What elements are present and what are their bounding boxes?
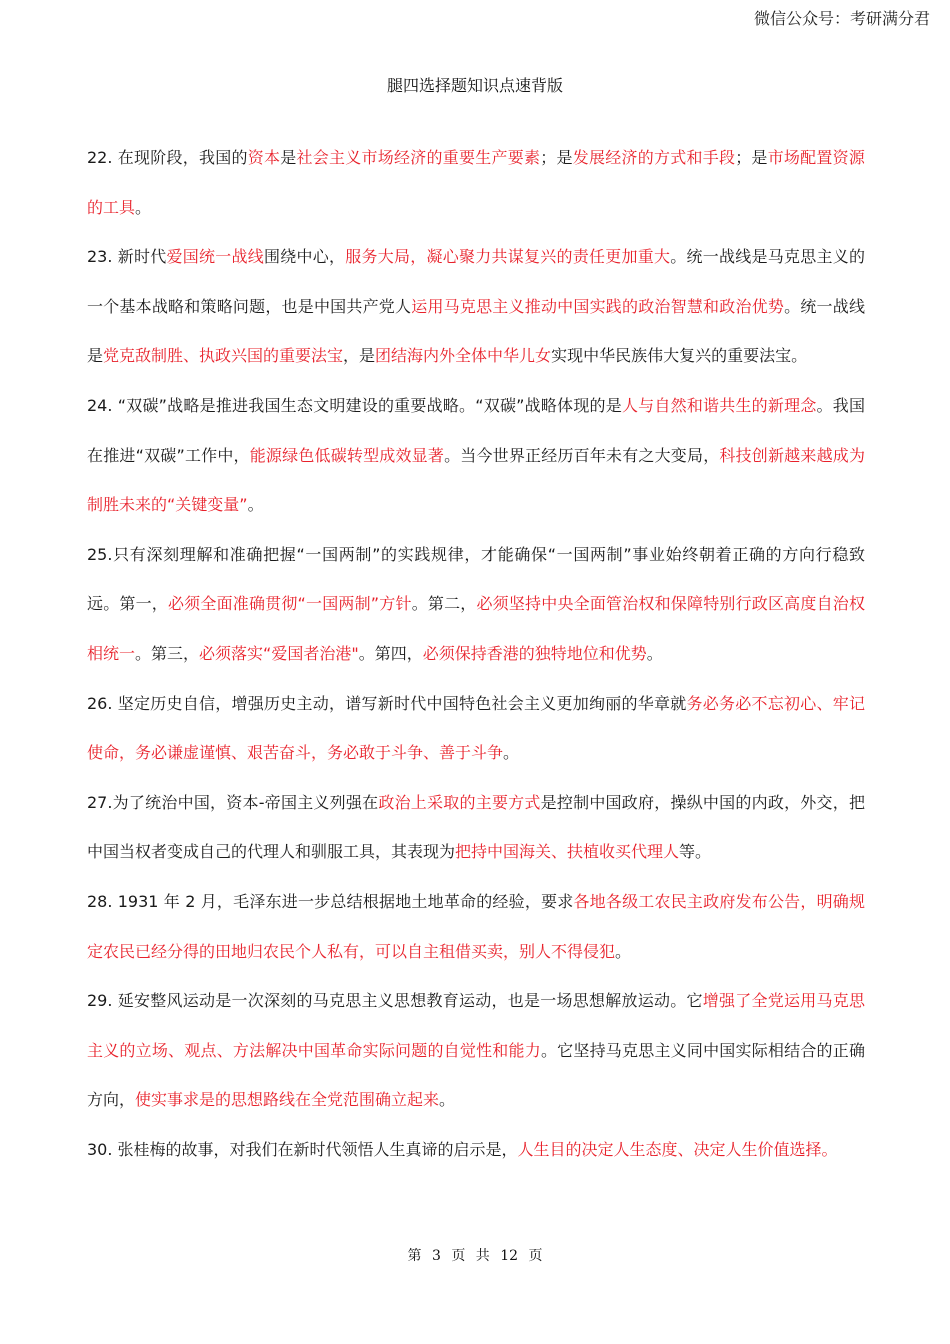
body-text: 26. 坚定历史自信，增强历史主动，谱写新时代中国特色社会主义更加绚丽的华章就 xyxy=(87,693,687,713)
body-text: 。 xyxy=(247,495,264,515)
body-text: 。第四， xyxy=(358,643,423,663)
body-text: 等。 xyxy=(679,842,712,862)
highlighted-text: 能源绿色低碳转型成效显著 xyxy=(249,445,445,465)
paragraph-25 xyxy=(87,530,865,679)
page-title: 腿四选择题知识点速背版 xyxy=(386,76,563,95)
highlighted-text: 必须保持香港的独特地位和优势 xyxy=(422,643,647,663)
body-text: 。 xyxy=(615,941,632,961)
highlighted-text: 必须坚持中央全面管治权和保障特别行政区高度自治权相统一 xyxy=(87,594,865,663)
highlighted-text: 发展经济的方式和手段 xyxy=(572,148,736,167)
body-text: 。它坚持马克思主义同中国实际相结合的正确方向， xyxy=(87,1040,865,1110)
highlighted-text: 运用马克思主义推动中国实践的政治智慧和政治优势 xyxy=(411,296,785,316)
document-body xyxy=(87,133,865,1174)
header-wechat-note: 微信公众号：考研满分君 xyxy=(753,9,930,28)
page-footer xyxy=(0,1245,950,1265)
highlighted-text: 务必务必不忘初心、牢记使命，务必谦虚谨慎、艰苦奋斗，务必敢于斗争、善于斗争 xyxy=(87,693,865,763)
highlighted-text: 人生目的决定人生态度、决定人生价值选择。 xyxy=(517,1139,838,1159)
highlighted-text: 市场配置资源的工具 xyxy=(87,148,865,217)
highlighted-text: 社会主义市场经济的重要生产要素 xyxy=(296,148,541,167)
body-text: 25.只有深刻理解和准确把握“一国两制”的实践规律，才能确保“一国两制”事业始终朝着正确的方向行稳致远。第一， xyxy=(87,544,865,614)
highlighted-text: 各地各级工农民主政府发布公告，明确规定农民已经分得的田地归农民个人私有，可以自主租借买卖，别人不得侵犯 xyxy=(87,891,865,961)
body-text: ；是 xyxy=(735,148,768,167)
highlighted-text: 增强了全党运用马克思主义的立场、观点、方法解决中国革命实际问题的自觉性和能力 xyxy=(87,991,865,1060)
highlighted-text: 把持中国海关、扶植收买代理人 xyxy=(455,842,680,862)
footer-page-number: 3 xyxy=(431,1248,441,1264)
paragraph-29 xyxy=(87,976,865,1125)
body-text: 。 xyxy=(646,643,663,663)
paragraph-26 xyxy=(87,679,865,778)
highlighted-text: 爱国统一战线 xyxy=(166,247,265,267)
body-text: 围绕中心， xyxy=(264,247,346,267)
body-text: 。 xyxy=(503,743,520,763)
paragraph-30 xyxy=(87,1125,865,1175)
paragraph-24 xyxy=(87,381,865,530)
footer-suffix: 页 xyxy=(528,1248,543,1264)
body-text: 实现中华民族伟大复兴的重要法宝。 xyxy=(551,346,808,366)
body-text: ，是 xyxy=(343,346,376,366)
highlighted-text: 资本 xyxy=(247,148,281,167)
body-text: 30. 张桂梅的故事，对我们在新时代领悟人生真谛的启示是， xyxy=(87,1139,518,1159)
highlighted-text: 人与自然和谐共生的新理念 xyxy=(621,395,817,415)
body-text: 28. 1931 年 2 月，毛泽东进一步总结根据地土地革命的经验，要求 xyxy=(87,891,574,911)
body-text: 24. “双碳”战略是推进我国生态文明建设的重要战略。“双碳”战略体现的是 xyxy=(87,395,622,415)
highlighted-text: 党克敌制胜、执政兴国的重要法宝 xyxy=(103,346,344,366)
paragraph-23 xyxy=(87,232,865,381)
highlighted-text: 必须落实“爱国者治港" xyxy=(199,643,359,663)
body-text: 29. 延安整风运动是一次深刻的马克思主义思想教育运动，也是一场思想解放运动。它 xyxy=(87,991,703,1011)
body-text: 23. 新时代 xyxy=(87,247,167,267)
paragraph-27 xyxy=(87,778,865,877)
body-text: 。统一战线是马克思主义的一个基本战略和策略问题，也是中国共产党人 xyxy=(87,247,865,316)
highlighted-text: 服务大局，凝心聚力共谋复兴的责任更加重大 xyxy=(345,247,671,267)
footer-total-pages: 12 xyxy=(500,1248,519,1264)
body-text: ；是 xyxy=(540,148,573,167)
body-text: 。统一战线是 xyxy=(87,296,865,366)
highlighted-text: 团结海内外全体中华儿女 xyxy=(375,346,552,366)
highlighted-text: 政治上采取的主要方式 xyxy=(378,792,541,812)
highlighted-text: 必须全面准确贯彻“一国两制”方针 xyxy=(167,594,412,614)
highlighted-text: 使实事求是的思想路线在全党范围确立起来 xyxy=(135,1090,440,1110)
body-text: 22. 在现阶段，我国的 xyxy=(87,148,248,167)
footer-prefix: 第 xyxy=(407,1248,422,1264)
footer-mid1: 页 xyxy=(451,1248,466,1264)
body-text: 27.为了统治中国，资本-帝国主义列强在 xyxy=(87,792,379,812)
body-text: 。当今世界正经历百年未有之大变局， xyxy=(444,445,720,465)
body-text: 是 xyxy=(280,148,297,167)
paragraph-28 xyxy=(87,877,865,976)
body-text: 。 xyxy=(439,1090,456,1110)
footer-mid2: 共 xyxy=(475,1248,490,1264)
body-text: 。第二， xyxy=(411,594,477,614)
paragraph-22 xyxy=(87,133,865,232)
body-text: 。 xyxy=(135,197,152,217)
highlighted-text: 科技创新越来越成为制胜未来的“关键变量” xyxy=(87,445,865,515)
body-text: 。我国在推进“双碳”工作中， xyxy=(87,395,865,465)
body-text: 。第三， xyxy=(135,643,200,663)
body-text: 是控制中国政府，操纵中国的内政，外交，把中国当权者变成自己的代理人和驯服工具，其表现为 xyxy=(87,792,865,862)
